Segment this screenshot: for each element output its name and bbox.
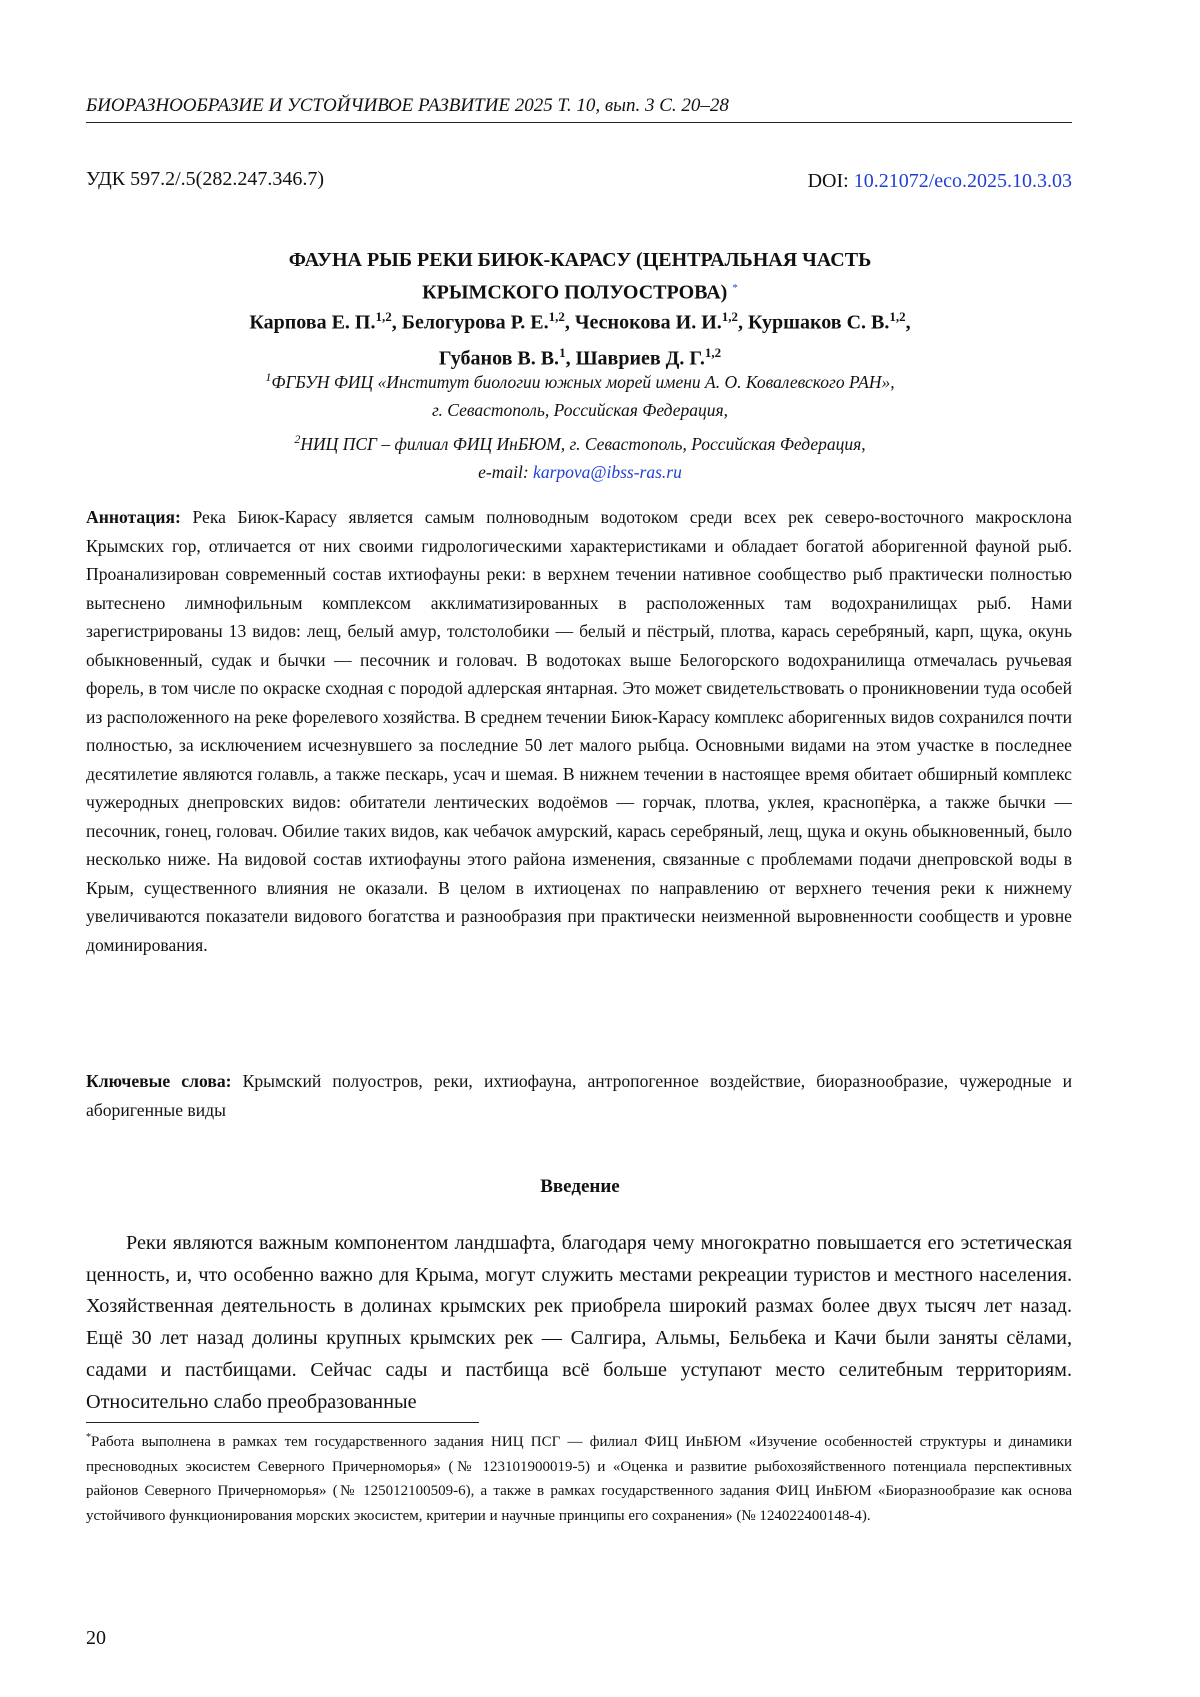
author-affil-sup: 1,2 [375,309,392,324]
abstract [86,503,1072,959]
author-list: Карпова Е. П.$^{1,2}$, Белогурова Р. Е.$^{1,2}$, Чеснокова И. И.$^{1,2}$, Куршаков С. В.$^{1,2}$, Губанов В. В.$^1$, Шавриев Д. Г.$^{1,2}$ [249,309,911,370]
title-line-2: КРЫМСКОГО ПОЛУОСТРОВА) [422,281,728,304]
affiliation-sup: 2 [294,431,301,446]
author-affil-sup: 1,2 [548,309,565,324]
footnote-divider [86,1422,479,1423]
keywords-text: Крымский полуостров, реки, ихтиофауна, антропогенное воздействие, биоразнообразие, чужеродные и аборигенные виды [86,1071,1073,1120]
article-title [120,246,1040,307]
author-affil-sup: 1,2 [889,309,906,324]
author-affil-sup: 1,2 [704,344,722,360]
title-footnote-marker[interactable]: * [732,282,738,294]
footnote [86,1426,1072,1528]
email-link[interactable]: karpova@ibss-ras.ru [533,462,682,483]
keywords-label: Ключевые слова: [86,1071,232,1091]
author: Чеснокова И. И. [574,311,722,334]
author: Карпова Е. П. [249,311,376,334]
affiliation-1: ФГБУН ФИЦ «Институт биологии южных морей имени А. О. Ковалевского РАН», [271,371,895,392]
author: Куршаков С. В. [748,311,890,334]
keywords [86,1067,1072,1124]
title-line-1: ФАУНА РЫБ РЕКИ БИЮК-КАРАСУ (ЦЕНТРАЛЬНАЯ ЧАСТЬ [288,249,872,271]
author: Белогурова Р. Е. [401,311,549,334]
abstract-label: Аннотация: [86,507,181,527]
affiliation-sup: 1 [265,370,272,384]
doi-label: DOI: [807,170,854,192]
affiliation-1-city: г. Севастополь, Российская Федерация, [431,400,729,421]
running-head [86,94,1072,123]
author: Губанов В. В. [438,347,560,370]
email-label: e-mail: [478,462,534,483]
author: Шавриев Д. Г. [575,347,705,370]
doi-link[interactable]: 10.21072/eco.2025.10.3.03 [853,170,1072,192]
author-affil-sup: 1 [559,344,566,360]
abstract-text: Река Биюк-Карасу является самым полноводным водотоком среди всех рек северо-восточного макросклона Крымских гор, отличается от них своими гидрологическими характеристиками и обладает богатой аборигенной фауной рыб. Проанализирован современный состав ихтиофауны реки: в верхнем течении нативное сообщество рыб практически полностью вытеснено лимнофильным комплексом акклиматизированных в расположенных там водохранилищах рыб. Нами зарегистрированы 13 видов: лещ, белый амур, толстолобики — белый и пёстрый, плотва, карась серебряный, карп, щука, окунь обыкновенный, судак и бычки — песочник и головач. В водотоках выше Белогорского водохранилища отмечалась ручьевая форель, в том числе по окраске сходная с породой адлерская янтарная. Это может свидетельствовать о проникновении туда особей из расположенного на реке форелевого хозяйства. В среднем течении Биюк-Карасу комплекс аборигенных видов сохранился почти полностью, за исключением исчезнувшего за последние 50 лет малого рыбца. Основными видами на этом участке в последнее десятилетие являются голавль, а также пескарь, усач и шемая. В нижнем течении в настоящее время обитает обширный комплекс чужеродных днепровских видов: обитатели лентических водоёмов — горчак, плотва, уклея, краснопёрка, а также бычки — песочник, гонец, головач. Обилие таких видов, как чебачок амурский, карась серебряный, лещ, щука и окунь обыкновенный, было несколько ниже. На видовой состав ихтиофауны этого района изменения, связанные с проблемами подачи днепровской воды в Крым, существенного влияния не оказали. В целом в ихтиоценах по направлению от верхнего течения реки к нижнему увеличиваются показатели видового богатства и разнообразия при практически неизменной выровненности сообществ и уровне доминирования. [86,507,1072,955]
doi [808,170,1072,193]
affiliations [100,363,1060,487]
affiliation-2: НИЦ ПСГ – филиал ФИЦ ИнБЮМ, г. Севастополь, Российская Федерация, [300,433,866,454]
udk-code: УДК 597.2/.5(282.247.346.7) [86,168,324,190]
journal-citation: БИОРАЗНООБРАЗИЕ И УСТОЙЧИВОЕ РАЗВИТИЕ 2025 Т. 10, вып. 3 С. 20–28 [86,95,729,116]
intro-paragraph: Реки являются важным компонентом ландшафта, благодаря чему многократно повышается его эстетическая ценность, и, что особенно важно для Крыма, могут служить местами рекреации туристов и местного населения. Хозяйственная деятельность в долинах крымских рек приобрела широкий размах более двух тысяч лет назад. Ещё 30 лет назад долины крупных крымских рек — Салгира, Альмы, Бельбека и Качи были заняты сёлами, садами и пастбищами. Сейчас сады и пастбища всё больше уступают место селитебным территориям. Относительно слабо преобразованные [86,1232,1072,1413]
footnote-marker: * [86,1432,91,1443]
page-number: 20 [86,1627,106,1649]
section-heading: Введение [540,1176,620,1197]
author-affil-sup: 1,2 [721,309,738,324]
footnote-text: Работа выполнена в рамках тем государственного задания НИЦ ПСГ — филиал ФИЦ ИнБЮМ «Изучение особенностей структуры и динамики пресноводных экосистем Северного Причерноморья» (№ 123101900019-5) и «Оценка и развитие рыбохозяйственного потенциала перспективных районов Северного Причерноморья» (№ 125012100509-6), а также в рамках государственного задания ФИЦ ИнБЮМ «Биоразнообразие как основа устойчивого функционирования морских экосистем, критерии и научные принципы его сохранения» (№ 124022400148-4). [86,1434,1072,1524]
